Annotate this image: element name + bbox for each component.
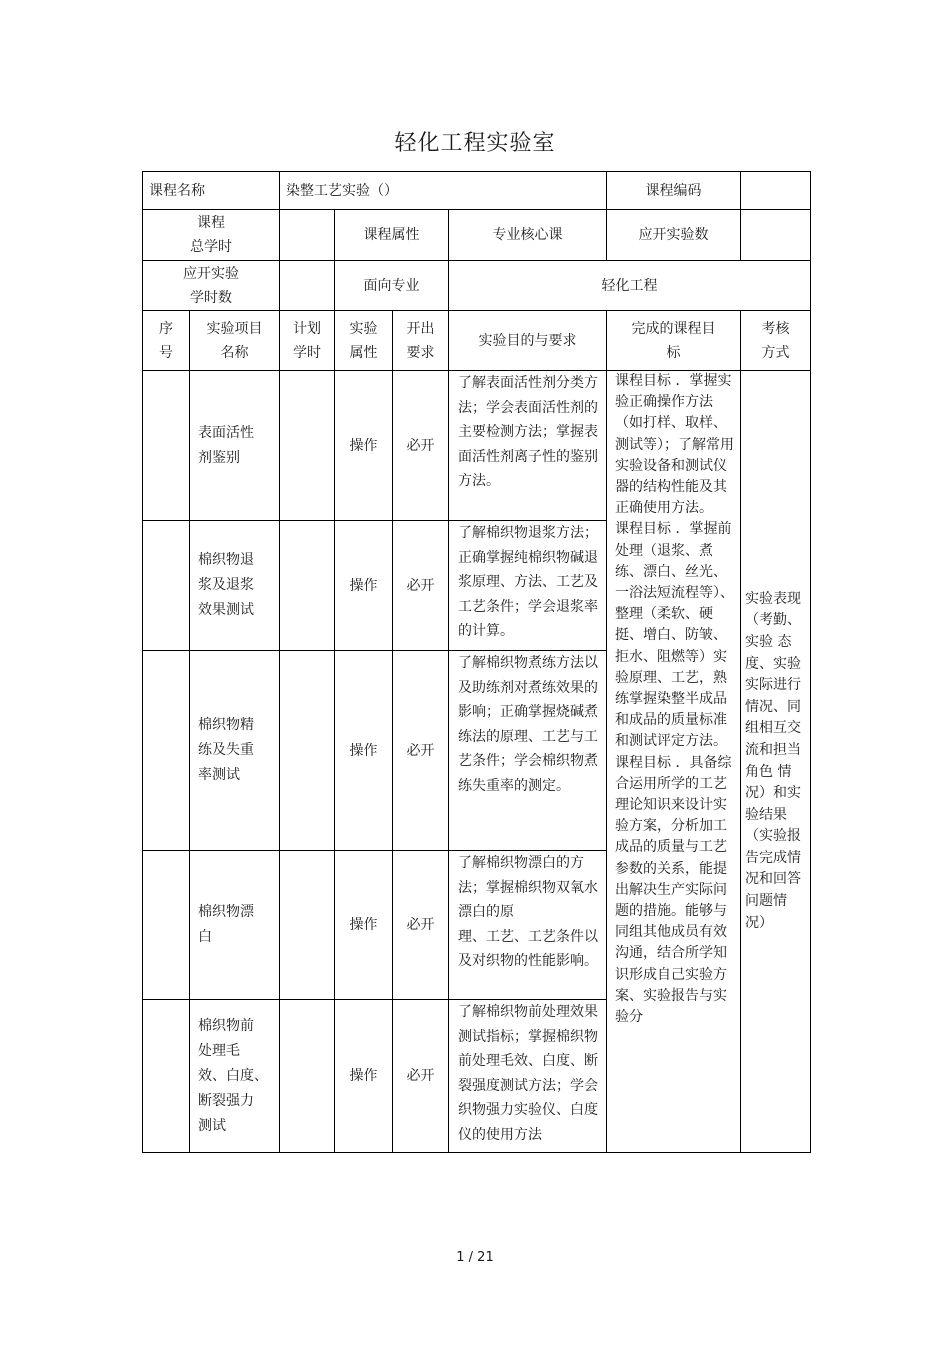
- row-req: 必开: [393, 851, 449, 1000]
- row-attr: 操作: [335, 851, 393, 1000]
- course-name-row: [143, 172, 811, 210]
- course-attribute-label: 课程属性: [335, 210, 449, 261]
- course-goals: 课程目标 ．掌握实验正确操作方法（如打样、取样、测试等）；了解常用实验设备和测试仪器的结构性能及其正确使用方法。 课程目标 ．掌握前处理（退浆、煮练、漂白、丝光、一浴法短流程等）、整理（柔软、硬挺、增白、防皱、拒水、阻燃等）实验原理、工艺，熟练掌握染整半成品和成品的质量标准和测试评定方法。 课程目标 ．具备综合运用所学的工艺理论知识来设计实验方案，分析加工成品的质量与工艺参数的关系，能提出解决生产实际问题的措施。能够与同组其他成员有效沟通，结合所学知识形成自己实验方案、实验报告与实验分: [607, 371, 741, 1153]
- row-purpose: 了解棉织物前处理效果测试指标；掌握棉织物前处理毛效、白度、断裂强度测试方法；学会织物强力实验仪、白度仪的使用方法: [449, 1000, 607, 1153]
- required-experiments-label: 应开实验数: [607, 210, 741, 261]
- course-code-label: 课程编码: [607, 172, 741, 210]
- row-req: 必开: [393, 371, 449, 521]
- row-item-name: 棉织物前 处理毛 效、白度、 断裂强力 测试: [190, 1000, 280, 1153]
- row-attr: 操作: [335, 521, 393, 651]
- row-hours: [280, 851, 335, 1000]
- major-value: 轻化工程: [449, 261, 811, 311]
- row-req: 必开: [393, 521, 449, 651]
- row-attr: 操作: [335, 1000, 393, 1153]
- header-req: 开出 要求: [393, 311, 449, 371]
- page-number: 1 / 21: [456, 1250, 494, 1265]
- row-attr: 操作: [335, 651, 393, 851]
- row-seq: [143, 371, 190, 521]
- experiment-hours-label: 应开实验 学时数: [143, 261, 280, 311]
- header-item: 实验项目 名称: [190, 311, 280, 371]
- row-item-name: 棉织物漂 白: [190, 851, 280, 1000]
- row-hours: [280, 371, 335, 521]
- major-row: [143, 261, 811, 311]
- table-row: [143, 371, 811, 521]
- row-item-name: 表面活性 剂鉴别: [190, 371, 280, 521]
- required-experiments-value: [741, 210, 811, 261]
- experiment-hours-value: [280, 261, 335, 311]
- course-table: [142, 171, 811, 1153]
- row-hours: [280, 651, 335, 851]
- course-hours-row: [143, 210, 811, 261]
- row-req: 必开: [393, 651, 449, 851]
- row-purpose: 了解棉织物漂白的方法；掌握棉织物双氧水漂白的原 理、工艺、工艺条件以及对织物的性能影响。: [449, 851, 607, 1000]
- row-item-name: 棉织物退 浆及退浆 效果测试: [190, 521, 280, 651]
- header-goals: 完成的课程目 标: [607, 311, 741, 371]
- row-attr: 操作: [335, 371, 393, 521]
- row-hours: [280, 1000, 335, 1153]
- course-name-label: 课程名称: [143, 172, 280, 210]
- row-purpose: 了解棉织物煮练方法以及助练剂对煮练效果的影响；正确掌握烧碱煮练法的原理、工艺与工艺条件；学会棉织物煮练失重率的测定。: [449, 651, 607, 851]
- page-title: 轻化工程实验室: [394, 131, 556, 156]
- row-seq: [143, 521, 190, 651]
- row-purpose: 了解表面活性剂分类方法；学会表面活性剂的主要检测方法；掌握表面活性剂离子性的鉴别方法。: [449, 371, 607, 521]
- row-hours: [280, 521, 335, 651]
- header-assess: 考核 方式: [741, 311, 811, 371]
- course-code-value: [741, 172, 811, 210]
- course-attribute-value: 专业核心课: [449, 210, 607, 261]
- header-hours: 计划 学时: [280, 311, 335, 371]
- total-hours-label: 课程 总学时: [143, 210, 280, 261]
- row-seq: [143, 851, 190, 1000]
- row-seq: [143, 1000, 190, 1153]
- header-attr: 实验 属性: [335, 311, 393, 371]
- header-seq: 序 号: [143, 311, 190, 371]
- row-seq: [143, 651, 190, 851]
- course-name-value: 染整工艺实验（）: [280, 172, 607, 210]
- assessment-method: 实验表现（考勤、实验 态度、实验实际进行情况、同组相互交流和担当角色 情况）和实验结果（实验报告完成情况和回答问题情况）: [741, 371, 811, 1153]
- row-item-name: 棉织物精 练及失重 率测试: [190, 651, 280, 851]
- row-purpose: 了解棉织物退浆方法；正确掌握纯棉织物碱退浆原理、方法、工艺及工艺条件；学会退浆率的计算。: [449, 521, 607, 651]
- major-label: 面向专业: [335, 261, 449, 311]
- total-hours-value: [280, 210, 335, 261]
- header-purpose: 实验目的与要求: [449, 311, 607, 371]
- row-req: 必开: [393, 1000, 449, 1153]
- header-row: [143, 311, 811, 371]
